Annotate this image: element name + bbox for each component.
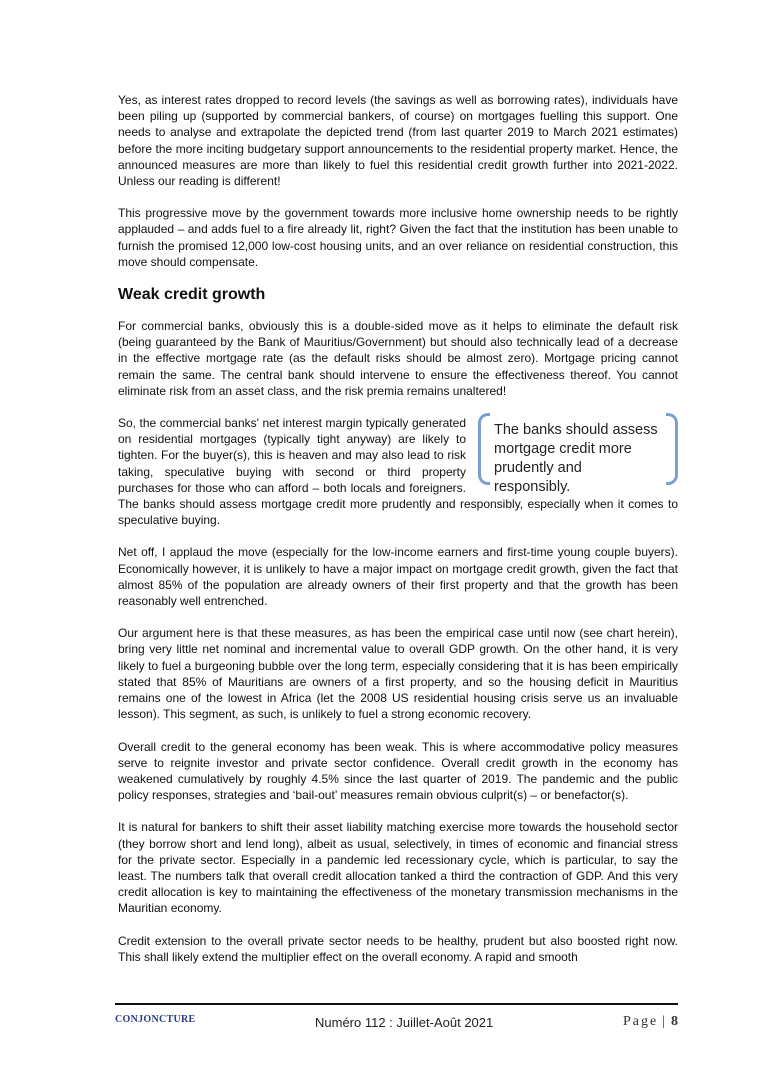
left-bracket-icon (478, 413, 490, 485)
paragraph: So, the commercial banks' net interest margin typically generated on residential mortgages (typically tight anyway) are likely to tighten. For the buyer(s), this is heaven and may also lead to risk taking, speculative buying with second or third property purchases for those who can afford – both locals and foreigners. The banks should assess mortgage credit more prudently and responsibly, especially when it comes to speculative buying. (118, 416, 678, 528)
pull-quote-text: The banks should assess mortgage credit more prudently and responsibly. (494, 422, 658, 496)
paragraph: Net off, I applaud the move (especially for the low-income earners and first-time young couple buyers). Economically however, it is unlikely to have a major impact on mortgage credit growth, given the fact that almost 85% of the population are already owners of their first property and that the growth has been reasonably well entrenched. (118, 545, 678, 609)
page-footer (115, 1014, 678, 1038)
issue-label: Numéro 112 : Juillet-Août 2021 (315, 1015, 494, 1030)
page-number: 8 (671, 1014, 678, 1029)
page-number-label (623, 1014, 678, 1030)
section-heading: Weak credit growth (118, 286, 266, 304)
page-separator: | (662, 1014, 667, 1029)
paragraph: Overall credit to the general economy has been weak. This is where accommodative policy measures serve to reignite investor and private sector confidence. Overall credit growth in the economy has weakened cumulatively by roughly 4.5% since the last quarter of 2019. The pandemic and the public policy responses, strategies and ‘bail-out’ measures remain obvious culprit(s) – or benefactor(s). (118, 739, 678, 803)
right-bracket-icon (666, 413, 678, 485)
footer-divider (115, 1003, 678, 1005)
paragraph: Our argument here is that these measures, as has been the empirical case until now (see chart herein), bring very little net nominal and incremental value to overall GDP growth. On the other hand, it is very likely to fuel a burgeoning bubble over the long term, especially considering that it is has been empirically stated that 85% of Mauritians are owners of a first property, and so the housing deficit in Mauritius remains one of the lowest in Africa (let the 2008 US residential housing crisis serve us an invaluable lesson). This segment, as such, is unlikely to fuel a strong economic recovery. (118, 626, 678, 722)
paragraph: It is natural for bankers to shift their asset liability matching exercise more towards the household sector (they borrow short and lend long), albeit as usual, selectively, in times of economic and financial stress for the private sector. Especially in a pandemic led recessionary cycle, which is particular, to say the least. The numbers talk that overall credit allocation tanked a third the contraction of GDP. And this very credit allocation is key to maintaining the effectiveness of the monetary transmission mechanisms in the Mauritian economy. (118, 820, 678, 916)
paragraph: For commercial banks, obviously this is a double-sided move as it helps to eliminate the default risk (being guaranteed by the Bank of Mauritius/Government) but should also technically lead of a decrease in the effective mortgage rate (as the default risks should be almost zero). Mortgage pricing cannot remain the same. The central bank should intervene to ensure the effectiveness thereof. You cannot eliminate risk from an asset class, and the risk premia remains unaltered! (118, 319, 678, 398)
article-body (118, 92, 678, 981)
pull-quote (478, 413, 678, 496)
paragraph-with-pull-quote (118, 415, 678, 528)
conjoncture-logo (115, 1014, 196, 1025)
page-word: Page (622, 1014, 659, 1029)
paragraph: Credit extension to the overall private sector needs to be healthy, prudent but also boosted right now. This shall likely extend the multiplier effect on the overall economy. A rapid and smooth (118, 933, 678, 964)
paragraph: This progressive move by the government towards more inclusive home ownership needs to be rightly applauded – and adds fuel to a fire already lit, right? Given the fact that the institution has been unable to furnish the promised 12,000 low-cost housing units, and an over reliance on residential construction, this move should compensate. (118, 206, 678, 269)
paragraph: Yes, as interest rates dropped to record levels (the savings as well as borrowing rates), individuals have been piling up (supported by commercial bankers, of course) on mortgages fuelling this support. One needs to analyse and extrapolate the depicted trend (from last quarter 2019 to March 2021 estimates) before the more inciting budgetary support announcements to the residential property market. Hence, the announced measures are more than likely to fuel this residential credit growth further into 2021-2022. Unless our reading is different! (118, 93, 678, 189)
logo-text: CONJONCTURE (115, 1014, 196, 1025)
